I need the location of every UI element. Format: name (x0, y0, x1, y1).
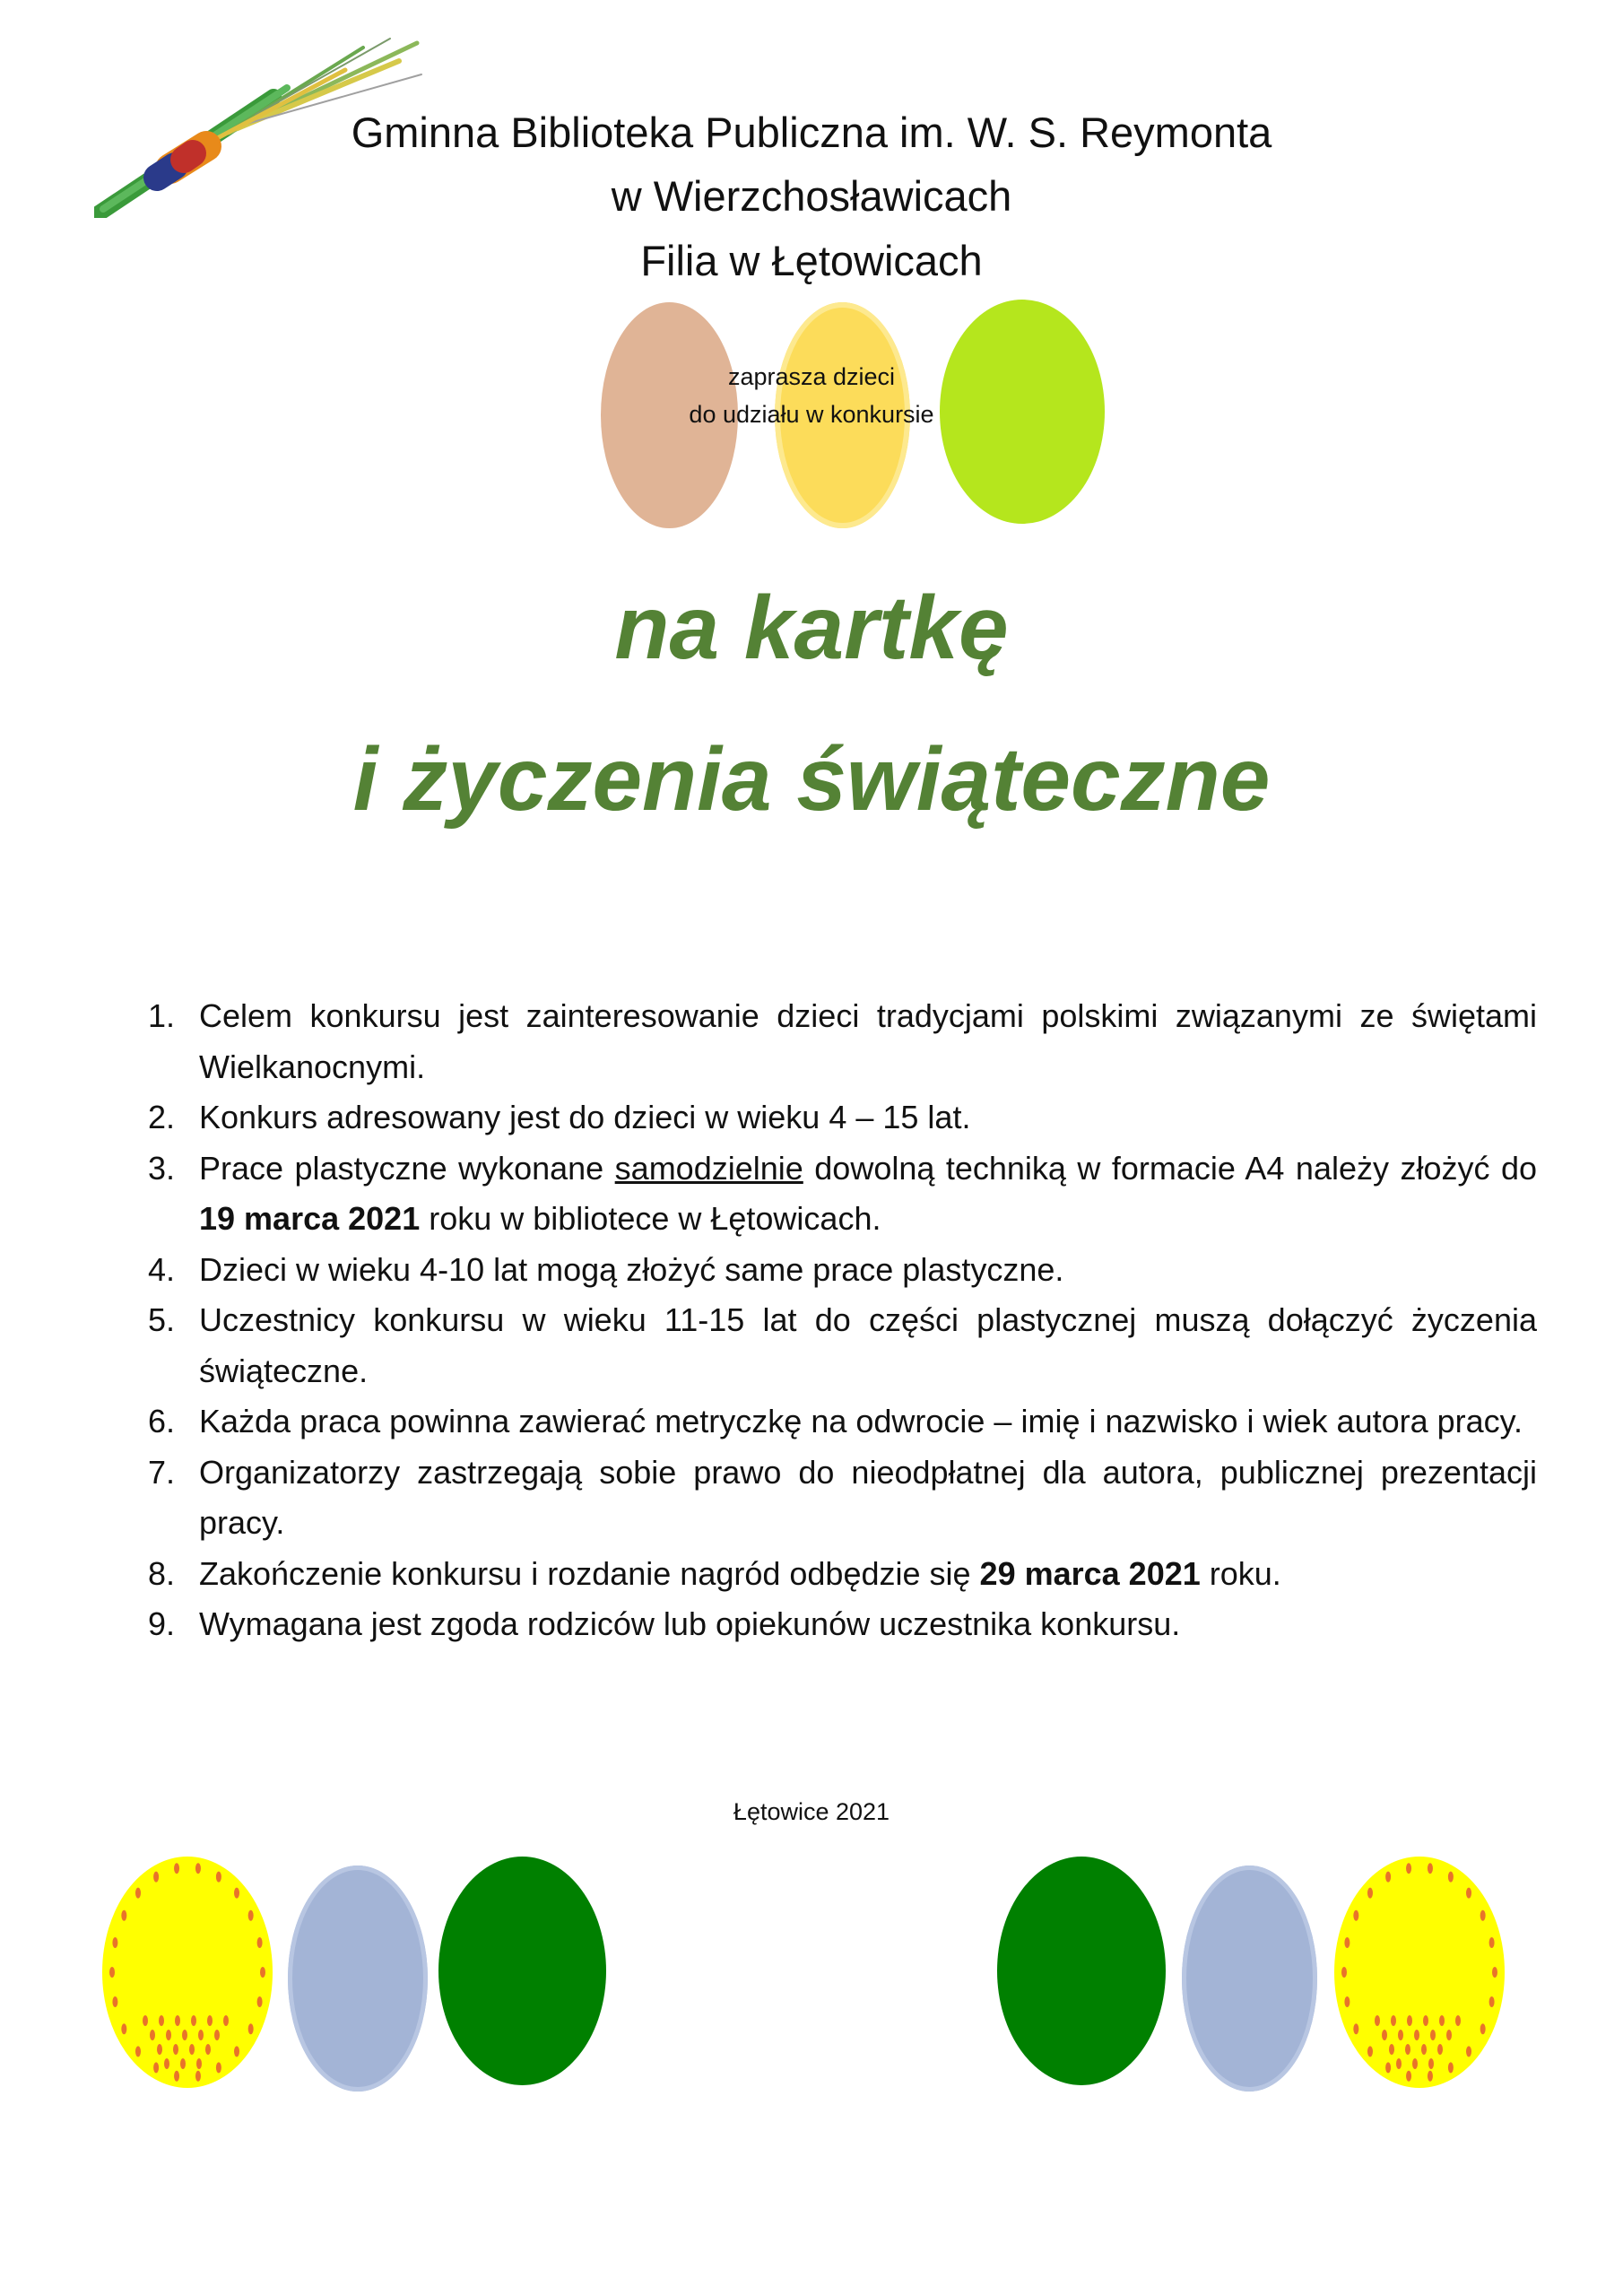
rule-text: Organizatorzy zastrzegają sobie prawo do nieodpłatnej dla autora, publicznej prezentacji pracy. (199, 1453, 1537, 1541)
egg-dot (153, 1872, 159, 1883)
egg-dot (1466, 2046, 1471, 2057)
egg-blue-left (288, 1866, 428, 2092)
dotted-egg-right (1332, 1855, 1506, 2090)
egg-dot (1385, 1872, 1391, 1883)
invite-line-2: do udziału w konkursie (689, 401, 934, 428)
egg-dot (1344, 1996, 1350, 2007)
egg-dot (198, 2030, 204, 2040)
library-branch: Filia w Łętowicach (640, 237, 983, 284)
egg-dot (173, 2044, 178, 2055)
egg-dot (174, 1863, 179, 1874)
egg-dot (234, 2046, 239, 2057)
egg-dot (112, 1996, 117, 2007)
rule-item (148, 1599, 1537, 1650)
egg-dot (174, 2071, 179, 2082)
egg-dot (1389, 2044, 1394, 2055)
egg-dot (157, 2044, 162, 2055)
egg-dot (153, 2062, 159, 2073)
rule-item (148, 1295, 1537, 1396)
egg-dot (135, 2046, 141, 2057)
egg-dot (112, 1937, 117, 1948)
egg-dot (1398, 2030, 1403, 2040)
library-location: w Wierzchosławicach (611, 172, 1012, 220)
egg-dot (234, 1888, 239, 1899)
rule-text: Zakończenie konkursu i rozdanie nagród odbędzie się (199, 1554, 980, 1592)
rule-text: Uczestnicy konkursu w wieku 11-15 lat do części plastycznej muszą dołączyć życzenia świąteczne. (199, 1301, 1537, 1389)
rule-text: Wymagana jest zgoda rodziców lub opiekunów uczestnika konkursu. (199, 1605, 1181, 1642)
egg-dot (1489, 1937, 1495, 1948)
egg-dot (1414, 2030, 1419, 2040)
egg-dot (1344, 1937, 1350, 1948)
egg-dot (216, 1872, 221, 1883)
rule-item (148, 1396, 1537, 1448)
rule-text: Konkurs adresowany jest do dzieci w wieku 4 – 15 lat. (199, 1099, 971, 1135)
egg-dot (1428, 2058, 1434, 2069)
egg-dot (1353, 1910, 1358, 1921)
egg-dot (1406, 1863, 1411, 1874)
rule-number: 3. (148, 1149, 176, 1187)
rules-list (148, 991, 1537, 1650)
rule-text: dowolną techniką w formacie A4 należy złożyć do (803, 1149, 1537, 1187)
egg-dot (1428, 1863, 1433, 1874)
egg-dot (182, 2030, 187, 2040)
egg-dot (207, 2015, 213, 2026)
egg-dot (1489, 1996, 1495, 2007)
egg-dot (248, 1910, 254, 1921)
rule-number: 8. (148, 1554, 176, 1592)
egg-dot (1367, 2046, 1373, 2057)
egg-dot (1455, 2015, 1461, 2026)
rule-number: 1. (148, 997, 176, 1034)
egg-dot (1448, 1872, 1454, 1883)
rule-item (148, 1092, 1537, 1144)
egg-dot (1437, 2044, 1443, 2055)
egg-blue-right (1182, 1866, 1317, 2092)
egg-dot (1341, 1967, 1347, 1978)
rule-number: 5. (148, 1301, 176, 1338)
egg-dot (1480, 1910, 1486, 1921)
rule-item (148, 1144, 1537, 1245)
egg-dot (195, 1863, 201, 1874)
egg-dot (150, 2030, 155, 2040)
egg-dot (1405, 2044, 1410, 2055)
rule-number: 2. (148, 1099, 176, 1135)
rule-number: 4. (148, 1250, 176, 1288)
rule-number: 9. (148, 1605, 176, 1642)
egg-dot (1492, 1967, 1497, 1978)
egg-dot (159, 2015, 164, 2026)
egg-green-right (997, 1857, 1166, 2085)
egg-dot (248, 2023, 254, 2034)
egg-dot (135, 1888, 141, 1899)
egg-dot (196, 2058, 202, 2069)
egg-dot (1367, 1888, 1373, 1899)
egg-dot (257, 1937, 263, 1948)
rule-text: roku w bibliotece w Łętowicach. (420, 1200, 881, 1237)
egg-dot (164, 2058, 169, 2069)
egg-dot (1412, 2058, 1418, 2069)
egg-dot (205, 2044, 211, 2055)
egg-dot (180, 2058, 186, 2069)
rule-number: 6. (148, 1403, 176, 1439)
egg-dot (1391, 2015, 1396, 2026)
egg-dot (121, 2023, 126, 2034)
egg-dot (1353, 2023, 1358, 2034)
egg-dot (121, 1910, 126, 1921)
rule-text: Każda praca powinna zawierać metryczkę na odwrocie – imię i nazwisko i wiek autora pracy. (199, 1403, 1523, 1439)
egg-dot (1448, 2062, 1454, 2073)
egg-dot (1466, 1888, 1471, 1899)
egg-dot (1480, 2023, 1486, 2034)
egg-dot (214, 2030, 220, 2040)
rule-text: Dzieci w wieku 4-10 lat mogą złożyć same prace plastyczne. (199, 1250, 1064, 1288)
egg-dot (223, 2015, 229, 2026)
dotted-egg-left (100, 1855, 274, 2090)
egg-dot (166, 2030, 171, 2040)
egg-dot (1421, 2044, 1427, 2055)
rule-number: 7. (148, 1453, 176, 1491)
egg-dot (1407, 2015, 1412, 2026)
egg-dot (260, 1967, 265, 1978)
egg-dot (1396, 2058, 1402, 2069)
egg-dot (109, 1967, 115, 1978)
egg-dot (216, 2062, 221, 2073)
egg-dot (257, 1996, 263, 2007)
rule-text: roku. (1200, 1554, 1281, 1592)
rule-item (148, 1549, 1537, 1600)
rule-item (148, 991, 1537, 1092)
egg-dot (189, 2044, 195, 2055)
rule-emphasis: samodzielnie (614, 1149, 803, 1187)
egg-dot (1446, 2030, 1452, 2040)
place-date: Łętowice 2021 (733, 1798, 890, 1825)
rule-text: Prace plastyczne wykonane (199, 1149, 615, 1187)
library-name: Gminna Biblioteka Publiczna im. W. S. Reymonta (351, 109, 1272, 156)
egg-dot (1385, 2062, 1391, 2073)
invite-line-1: zaprasza dzieci (727, 363, 896, 390)
rule-item (148, 1448, 1537, 1549)
egg-dot (1406, 2071, 1411, 2082)
egg-dot (1430, 2030, 1436, 2040)
rule-date: 19 marca 2021 (199, 1200, 421, 1237)
egg-dot (175, 2015, 180, 2026)
egg-dot (1439, 2015, 1445, 2026)
egg-dot (143, 2015, 148, 2026)
egg-dot (195, 2071, 201, 2082)
egg-dot (1375, 2015, 1380, 2026)
egg-green-left (438, 1857, 606, 2085)
rule-text: Celem konkursu jest zainteresowanie dzieci tradycjami polskimi związanymi ze świętami Wielkanocnymi. (199, 997, 1537, 1085)
egg-dot (1423, 2015, 1428, 2026)
contest-title-line-1: na kartkę (614, 578, 1009, 678)
rule-date: 29 marca 2021 (979, 1554, 1201, 1592)
contest-title-line-2: i życzenia świąteczne (352, 729, 1271, 830)
egg-dot (191, 2015, 196, 2026)
rule-item (148, 1245, 1537, 1296)
egg-dot (1428, 2071, 1433, 2082)
egg-dot (1382, 2030, 1387, 2040)
